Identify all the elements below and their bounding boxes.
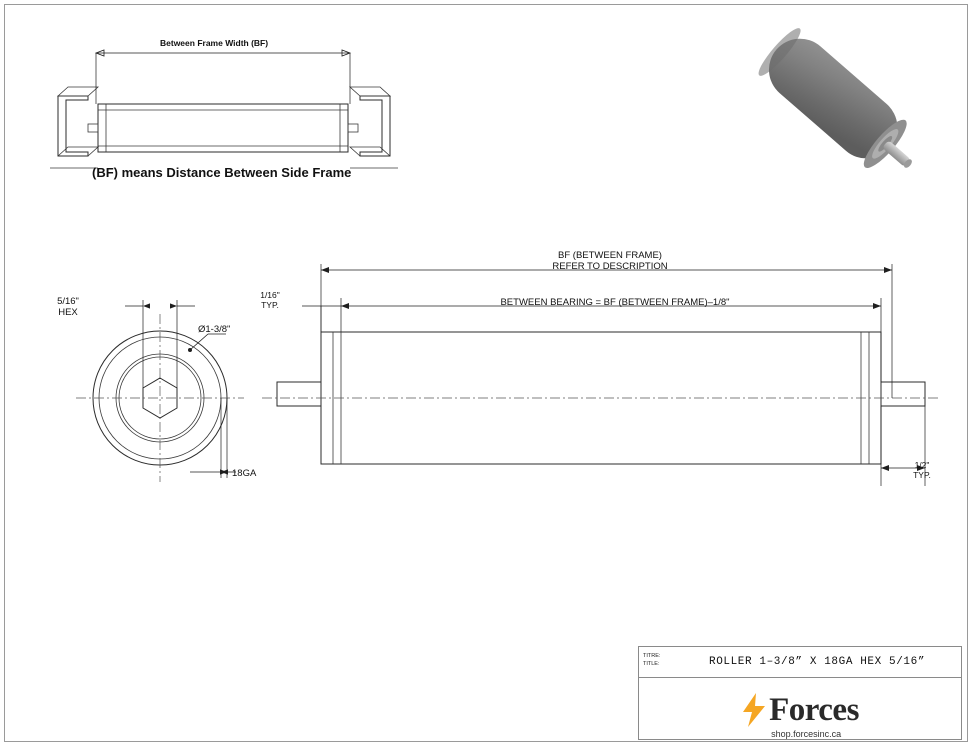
main-drawing-views (30, 240, 950, 510)
bf-overall-line1: BF (BETWEEN FRAME) (558, 250, 662, 261)
drawing-title: ROLLER 1–3/8” X 18GA HEX 5/16” (709, 656, 926, 668)
left-gap-line2: TYP. (261, 299, 279, 310)
end-view-diameter-leader (188, 334, 226, 352)
title-block (638, 646, 962, 740)
lightning-bolt-icon (741, 693, 767, 727)
title-block-divider (639, 677, 961, 678)
hex-size-unit: HEX (58, 306, 78, 318)
right-shaft-line1: 1/2" (914, 460, 930, 470)
title-key-en: TITLE: (643, 661, 660, 668)
bf-dimension-label: Between Frame Width (BF) (160, 38, 269, 48)
end-view-wall-dimension (190, 398, 236, 478)
hex-size-value: 5/16" (57, 296, 79, 307)
left-gap-line1: 1/16" (260, 290, 280, 300)
between-bearing-label: BETWEEN BEARING = BF (BETWEEN FRAME)–1/8" (500, 297, 730, 308)
bf-overall-dimension-label (480, 251, 740, 272)
bf-overall-dimension (321, 264, 892, 398)
right-shaft-line2: TYP. (913, 469, 931, 480)
brand-name: Forces (769, 692, 859, 729)
diameter-label: Ø1-3/8" (198, 324, 231, 335)
bf-overall-line2: REFER TO DESCRIPTION (552, 260, 668, 272)
bf-caption: (BF) means Distance Between Side Frame (92, 165, 352, 180)
right-shaft-label (897, 461, 947, 480)
brand-logo (639, 679, 961, 740)
between-frame-width-illustration (40, 26, 420, 186)
side-view-geometry (262, 332, 940, 464)
title-key-fr: TITRE: (643, 653, 661, 659)
title-block-key (643, 652, 660, 669)
brand-url: shop.forcesinc.ca (771, 728, 842, 739)
roller-isometric-view (716, 18, 946, 178)
left-gap-dimension (302, 306, 341, 332)
between-bearing-dimension (341, 298, 881, 382)
hex-size-label (38, 297, 98, 318)
left-gap-label (245, 291, 295, 310)
end-view-geometry (76, 314, 244, 482)
wall-thickness-label: 18GA (232, 468, 257, 479)
